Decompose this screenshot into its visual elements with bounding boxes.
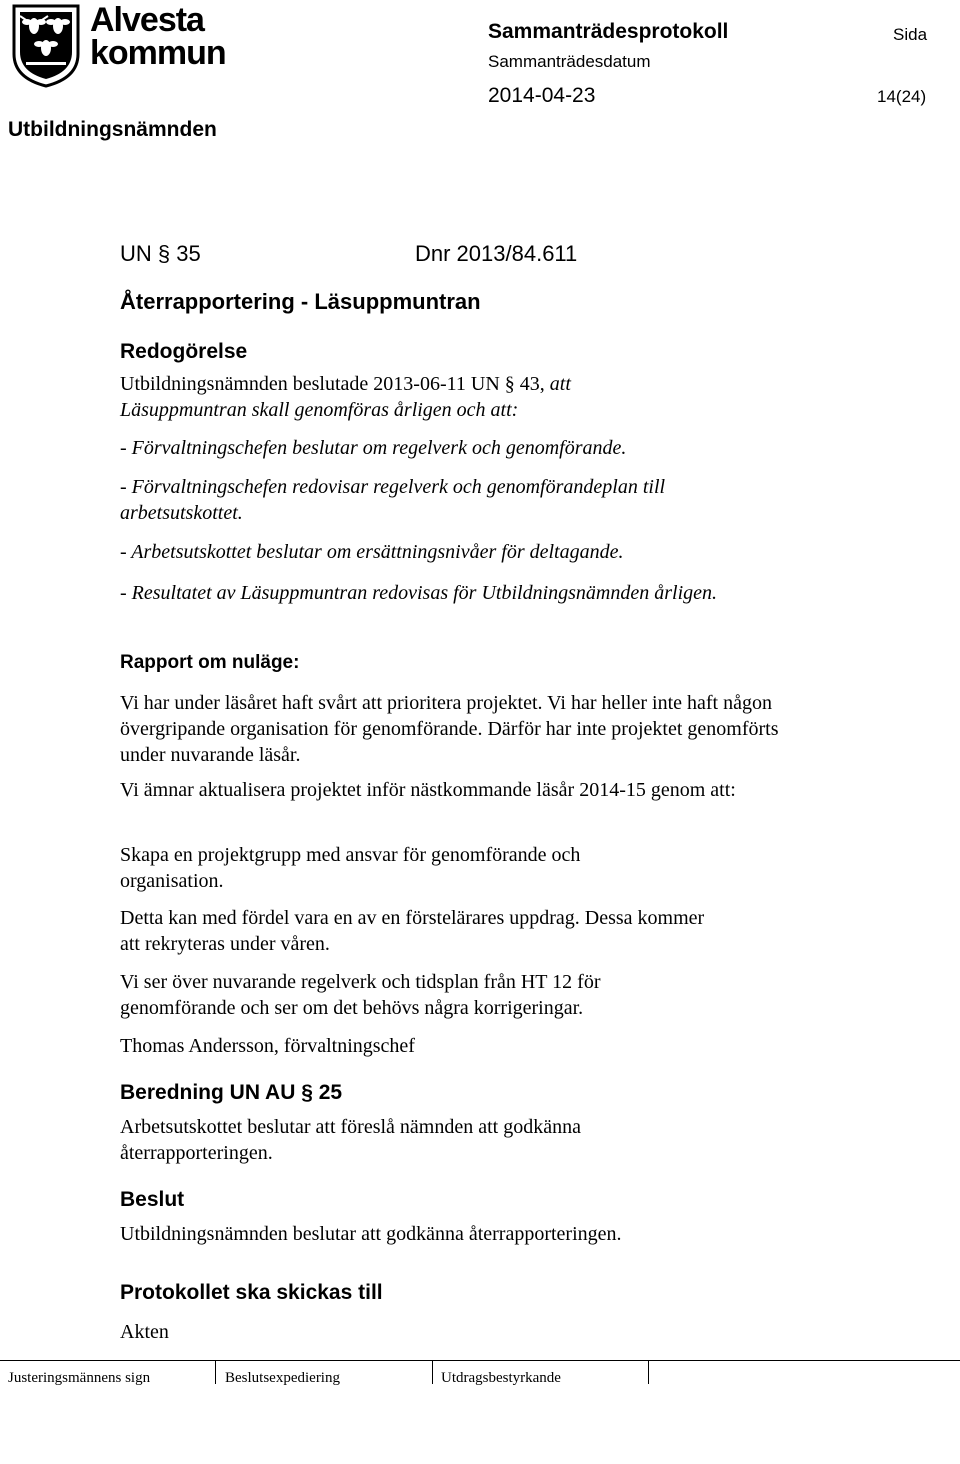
date-label: Sammanträdesdatum: [488, 52, 651, 71]
footer-column-divider: [432, 1360, 433, 1384]
item-title: Återrapportering - Läsuppmuntran: [120, 289, 481, 314]
footer-divider: [0, 1360, 960, 1361]
footer-column-divider: [215, 1360, 216, 1384]
committee-name: Utbildningsnämnden: [8, 118, 217, 141]
redogorelse-intro: [120, 371, 680, 423]
footer-certification-label: Utdragsbestyrkande: [441, 1370, 561, 1386]
section-heading-beslut: Beslut: [120, 1188, 185, 1211]
logo-line-2: kommun: [90, 34, 226, 72]
bullet-item: - Resultatet av Läsuppmuntran redovisas för Utbildningsnämnden årligen.: [120, 582, 718, 604]
document-type: Sammanträdesprotokoll: [488, 20, 729, 43]
rapport-paragraph: Vi ser över nuvarande regelverk och tidsplan från HT 12 för genomförande och ser om det behövs några korrigeringar.: [120, 971, 601, 1019]
rapport-paragraph: Detta kan med fördel vara en av en förstelärares uppdrag. Dessa kommer att rekryteras under våren.: [120, 907, 705, 955]
footer-dispatch-label: Beslutsexpediering: [225, 1370, 340, 1386]
registration-number: Dnr 2013/84.611: [415, 241, 578, 266]
logo-line-1: Alvesta: [90, 1, 204, 39]
beslut-text: Utbildningsnämnden beslutar att godkänna återrapporteringen.: [120, 1223, 622, 1245]
bullet-item: - Arbetsutskottet beslutar om ersättningsnivåer för deltagande.: [120, 541, 624, 563]
intro-plain: Utbildningsnämnden beslutade 2013-06-11 UN § 43,: [120, 373, 550, 395]
distribution-recipient: Akten: [120, 1321, 169, 1343]
section-heading-beredning: Beredning UN AU § 25: [120, 1081, 343, 1104]
municipality-logo-text: [90, 1, 240, 74]
bullet-item: - Förvaltningschefen redovisar regelverk och genomförandeplan till arbetsutskottet.: [120, 476, 666, 524]
beredning-text: Arbetsutskottet beslutar att föreslå nämnden att godkänna återrapporteringen.: [120, 1116, 581, 1164]
footer-sign-label: Justeringsmännens sign: [8, 1370, 151, 1386]
rapport-paragraph: Vi ämnar aktualisera projektet inför nästkommande läsår 2014-15 genom att:: [120, 779, 736, 801]
intro-italic: att Läsuppmuntran skall genomföras årligen och att:: [120, 373, 571, 421]
bullet-item: - Förvaltningschefen beslutar om regelverk och genomförande.: [120, 437, 627, 459]
coat-of-arms-logo: [12, 4, 80, 88]
section-heading-distribution: Protokollet ska skickas till: [120, 1281, 383, 1304]
signature-line: Thomas Andersson, förvaltningschef: [120, 1035, 415, 1057]
page-label: Sida: [893, 25, 928, 44]
rapport-paragraph: Vi har under läsåret haft svårt att prioritera projektet. Vi har heller inte haft någon övergripande organisation för genomförande. Därför har inte projektet genomförts under nuvarande läsår.: [120, 692, 779, 766]
footer-column-divider: [648, 1360, 649, 1384]
item-number: UN § 35: [120, 241, 201, 266]
section-heading-redogorelse: Redogörelse: [120, 340, 248, 363]
rapport-paragraph: Skapa en projektgrupp med ansvar för genomförande och organisation.: [120, 844, 581, 892]
meeting-date: 2014-04-23: [488, 84, 596, 107]
section-heading-rapport: Rapport om nuläge:: [120, 652, 300, 673]
page-number: 14(24): [877, 87, 927, 106]
